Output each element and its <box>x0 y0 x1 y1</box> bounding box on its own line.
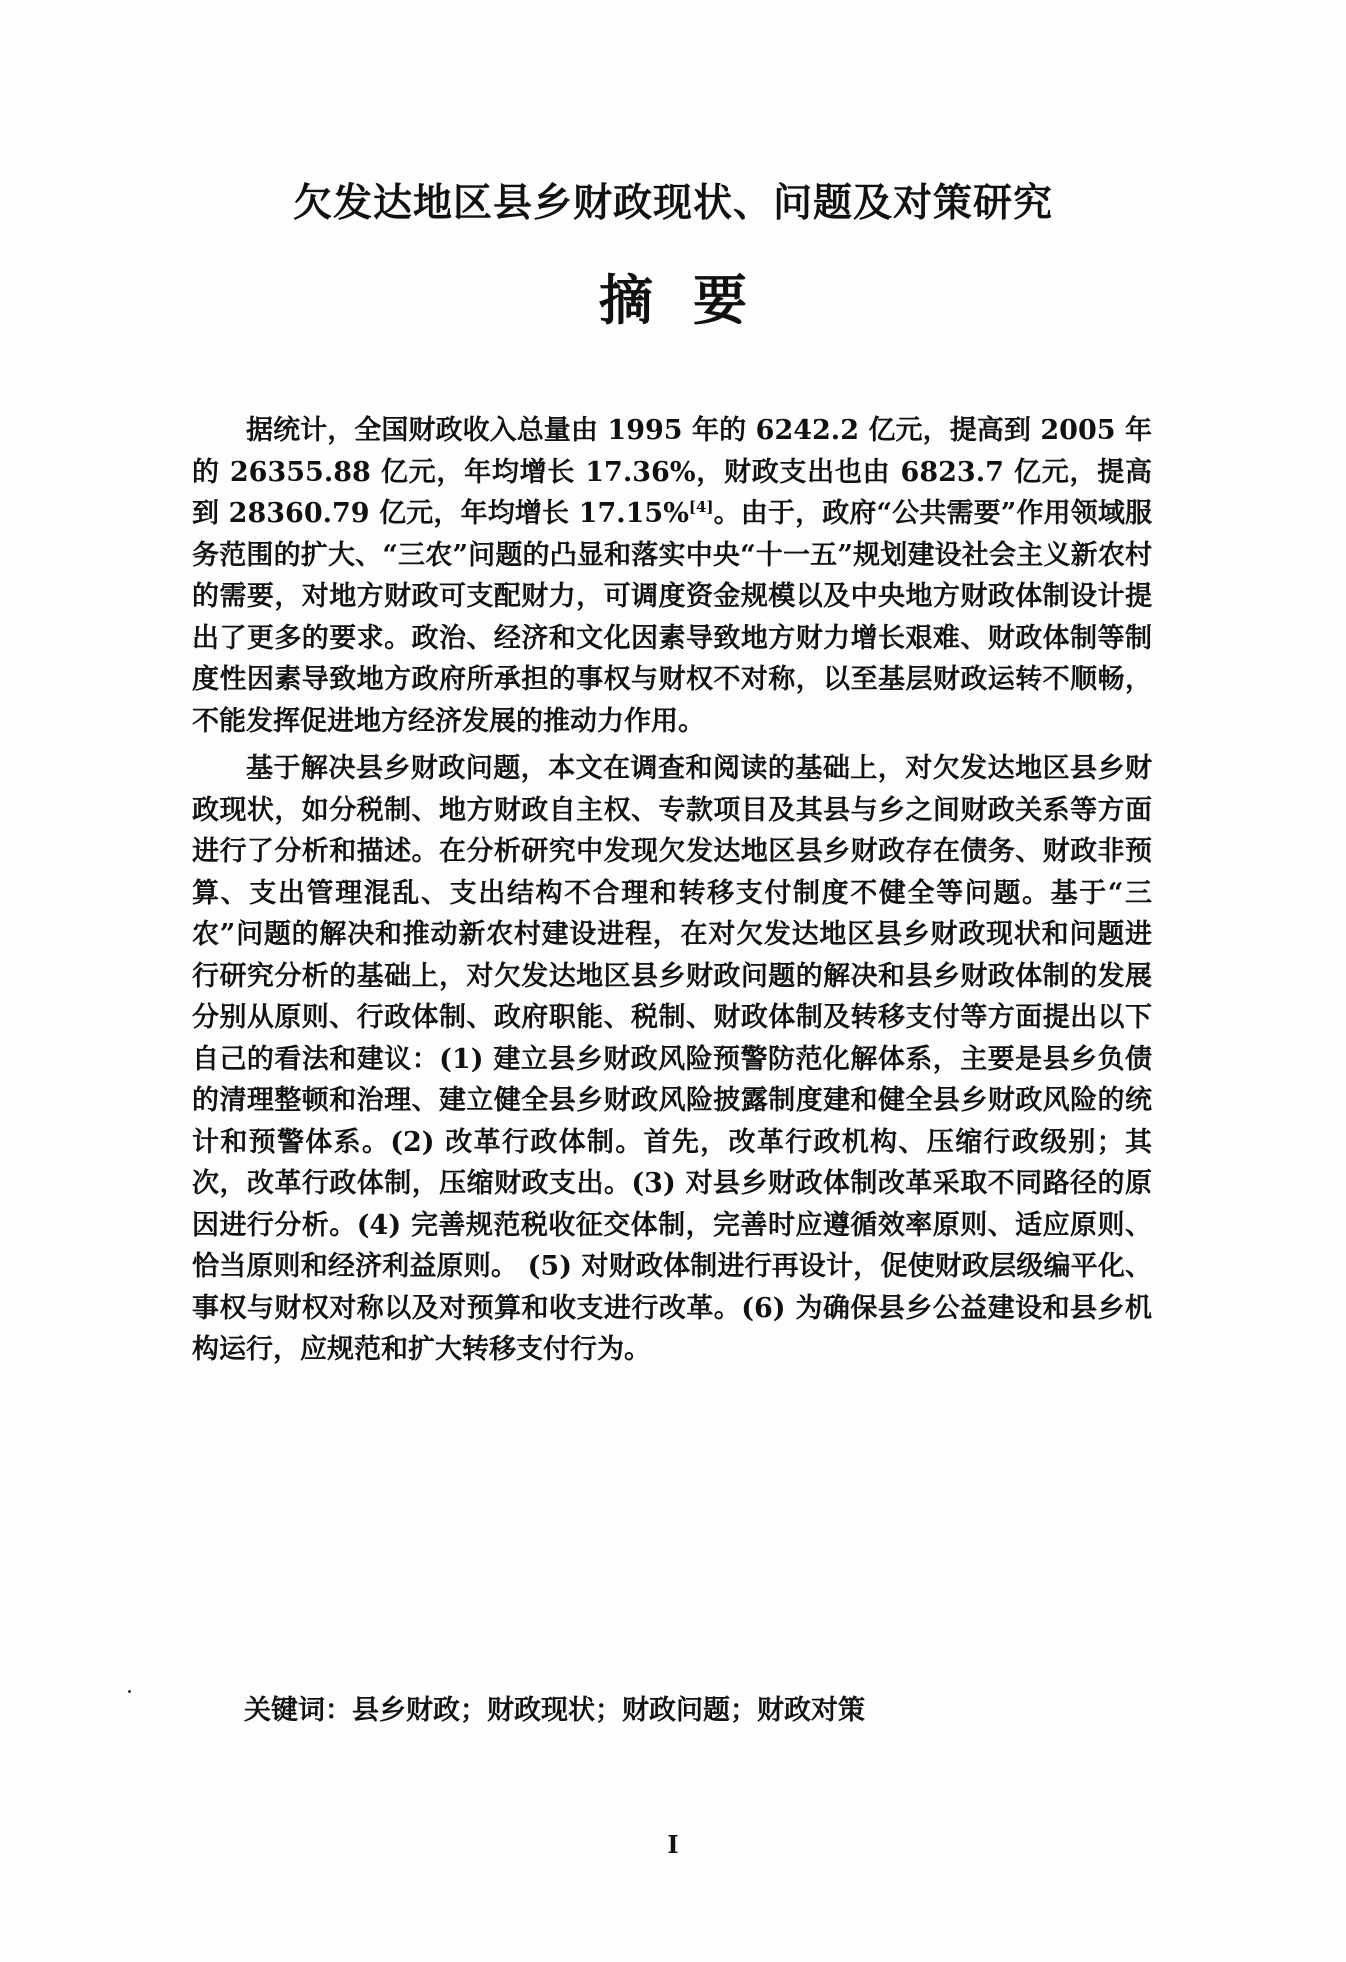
paragraph-1-text-b: 。由于，政府“公共需要”作用领域服务范围的扩大、“三农”问题的凸显和落实中央“十一五”规划建设社会主义新农村的需要，对地方财政可支配财力，可调度资金规模以及中央地方财政体制设计提出了更多的要求。政治、经济和文化因素导致地方财力增长艰难、财政体制等制度性因素导致地方政府所承担的事权与财权不对称，以至基层财政运转不顺畅，不能发挥促进地方经济发展的推动力作用。 <box>192 498 1152 737</box>
abstract-paragraph-1 <box>192 410 1152 742</box>
scan-speck <box>128 1690 131 1693</box>
abstract-body <box>192 410 1152 1377</box>
paragraph-1-text-a: 据统计，全国财政收入总量由 1995 年的 6242.2 亿元，提高到 2005 年的 26355.88 亿元，年均增长 17.36%，财政支出也由 6823.7 亿元，提高到 28360.79 亿元，年均增长 17.15% <box>192 415 1152 529</box>
page-number: I <box>667 1830 679 1859</box>
abstract-heading: 摘要 <box>599 268 787 332</box>
keywords-line: 关键词：县乡财政；财政现状；财政问题；财政对策 <box>244 1695 865 1726</box>
abstract-paragraph-2: 基于解决县乡财政问题，本文在调查和阅读的基础上，对欠发达地区县乡财政现状，如分税制、地方财政自主权、专款项目及其县与乡之间财政关系等方面进行了分析和描述。在分析研究中发现欠发达地区县乡财政存在债务、财政非预算、支出管理混乱、支出结构不合理和转移支付制度不健全等问题。基于“三农”问题的解决和推动新农村建设进程，在对欠发达地区县乡财政现状和问题进行研究分析的基础上，对欠发达地区县乡财政问题的解决和县乡财政体制的发展分别从原则、行政体制、政府职能、税制、财政体制及转移支付等方面提出以下自己的看法和建议：(1) 建立县乡财政风险预警防范化解体系，主要是县乡负债的清理整顿和治理、建立健全县乡财政风险披露制度建和健全县乡财政风险的统计和预警体系。(2) 改革行政体制。首先，改革行政机构、压缩行政级别；其次，改革行政体制，压缩财政支出。(3) 对县乡财政体制改革采取不同路径的原因进行分析。(4) 完善规范税收征交体制，完善时应遵循效率原则、适应原则、恰当原则和经济利益原则。 (5) 对财政体制进行再设计，促使财政层级编平化、事权与财权对称以及对预算和收支进行改革。(6) 为确保县乡公益建设和县乡机构运行，应规范和扩大转移支付行为。 <box>192 753 1152 1365</box>
paper-title: 欠发达地区县乡财政现状、问题及对策研究 <box>292 180 1053 226</box>
citation-ref: [4] <box>688 498 714 516</box>
